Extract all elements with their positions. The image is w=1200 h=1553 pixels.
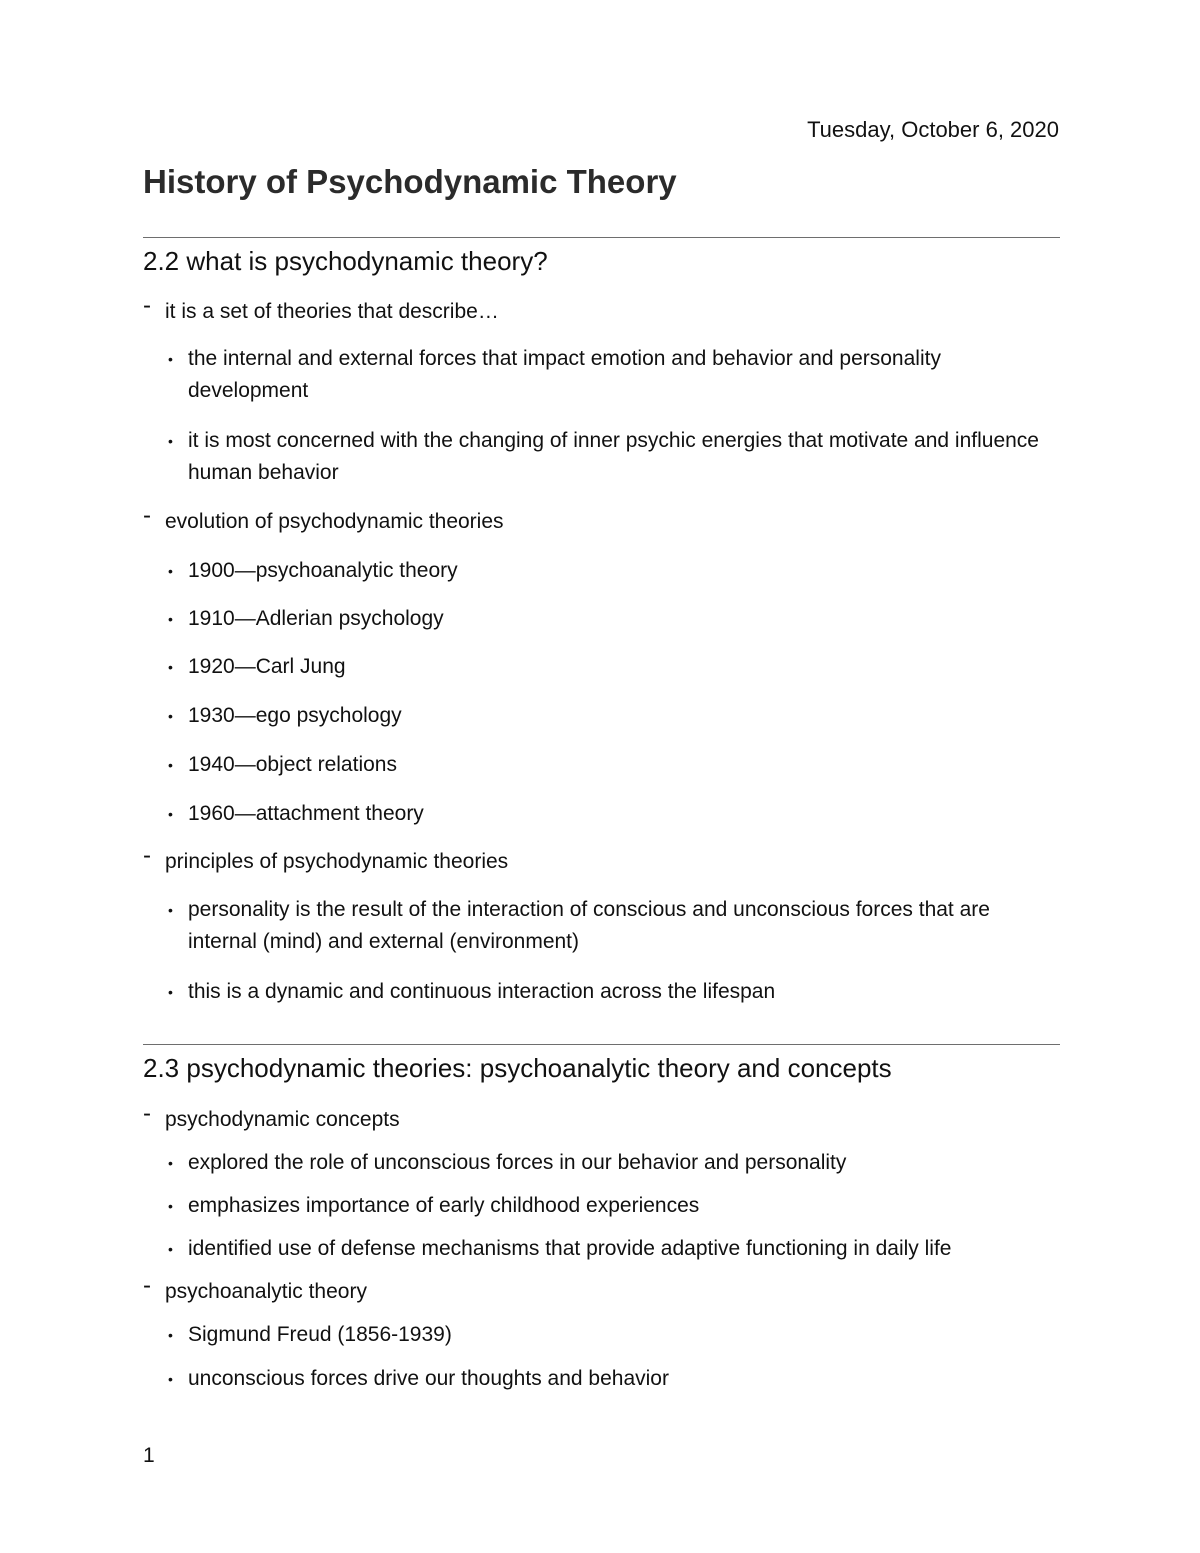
bullet-item <box>168 1363 1060 1395</box>
bullet-marker: • <box>168 902 173 918</box>
bullet-marker: • <box>168 1241 173 1257</box>
bullet-item <box>168 651 1060 683</box>
bullet-item <box>168 603 1060 635</box>
bullet-item-text: 1910—Adlerian psychology <box>188 607 444 630</box>
dash-item-text: principles of psychodynamic theories <box>165 850 509 873</box>
bullet-item-text: this is a dynamic and continuous interaction across the lifespan <box>188 980 776 1003</box>
bullet-item <box>168 894 1060 958</box>
bullet-item-text: explored the role of unconscious forces in our behavior and personality <box>188 1151 847 1174</box>
bullet-marker: • <box>168 806 173 822</box>
bullet-item-text: it is most concerned with the changing of inner psychic energies that motivate and influence human behavior <box>188 429 1039 484</box>
bullet-item <box>168 425 1060 489</box>
bullet-item <box>168 700 1060 732</box>
dash-marker: - <box>143 1100 151 1127</box>
bullet-item <box>168 555 1060 587</box>
bullet-item-text: 1940—object relations <box>188 753 397 776</box>
bullet-item-text: personality is the result of the interaction of conscious and unconscious forces that are internal (mind) and external (environment) <box>188 898 990 953</box>
bullet-item <box>168 1319 1060 1351</box>
bullet-marker: • <box>168 757 173 773</box>
bullet-item <box>168 343 1060 407</box>
bullet-marker: • <box>168 708 173 724</box>
section-divider <box>143 1044 1060 1045</box>
bullet-marker: • <box>168 563 173 579</box>
bullet-marker: • <box>168 1327 173 1343</box>
bullet-marker: • <box>168 433 173 449</box>
dash-item-text: evolution of psychodynamic theories <box>165 510 504 533</box>
bullet-item-text: 1920—Carl Jung <box>188 655 346 678</box>
bullet-item-text: 1960—attachment theory <box>188 802 424 825</box>
section-divider <box>143 237 1060 238</box>
bullet-marker: • <box>168 611 173 627</box>
bullet-item-text: emphasizes importance of early childhood experiences <box>188 1194 700 1217</box>
dash-item-text: psychodynamic concepts <box>165 1108 400 1131</box>
bullet-item-text: unconscious forces drive our thoughts and behavior <box>188 1367 669 1390</box>
bullet-marker: • <box>168 351 173 367</box>
bullet-item <box>168 976 1060 1008</box>
bullet-item <box>168 1147 1060 1179</box>
section-heading: 2.3 psychodynamic theories: psychoanalytic theory and concepts <box>143 1053 892 1083</box>
bullet-marker: • <box>168 1198 173 1214</box>
bullet-item <box>168 749 1060 781</box>
dash-marker: - <box>143 842 151 869</box>
date-line: Tuesday, October 6, 2020 <box>807 117 1059 142</box>
bullet-marker: • <box>168 984 173 1000</box>
bullet-item-text: Sigmund Freud (1856-1939) <box>188 1323 452 1346</box>
dash-marker: - <box>143 1272 151 1299</box>
dash-item-text: psychoanalytic theory <box>165 1280 367 1303</box>
document-title: History of Psychodynamic Theory <box>143 163 677 200</box>
bullet-item <box>168 1190 1060 1222</box>
bullet-item <box>168 798 1060 830</box>
bullet-item <box>168 1233 1060 1265</box>
bullet-item-text: the internal and external forces that impact emotion and behavior and personality development <box>188 347 941 402</box>
section-heading: 2.2 what is psychodynamic theory? <box>143 246 548 276</box>
dash-marker: - <box>143 502 151 529</box>
bullet-item-text: 1930—ego psychology <box>188 704 402 727</box>
bullet-item-text: 1900—psychoanalytic theory <box>188 559 458 582</box>
page-number: 1 <box>143 1444 155 1467</box>
bullet-marker: • <box>168 659 173 675</box>
bullet-marker: • <box>168 1155 173 1171</box>
bullet-item-text: identified use of defense mechanisms that provide adaptive functioning in daily life <box>188 1237 952 1260</box>
dash-marker: - <box>143 292 151 319</box>
dash-item-text: it is a set of theories that describe… <box>165 300 499 323</box>
bullet-marker: • <box>168 1371 173 1387</box>
